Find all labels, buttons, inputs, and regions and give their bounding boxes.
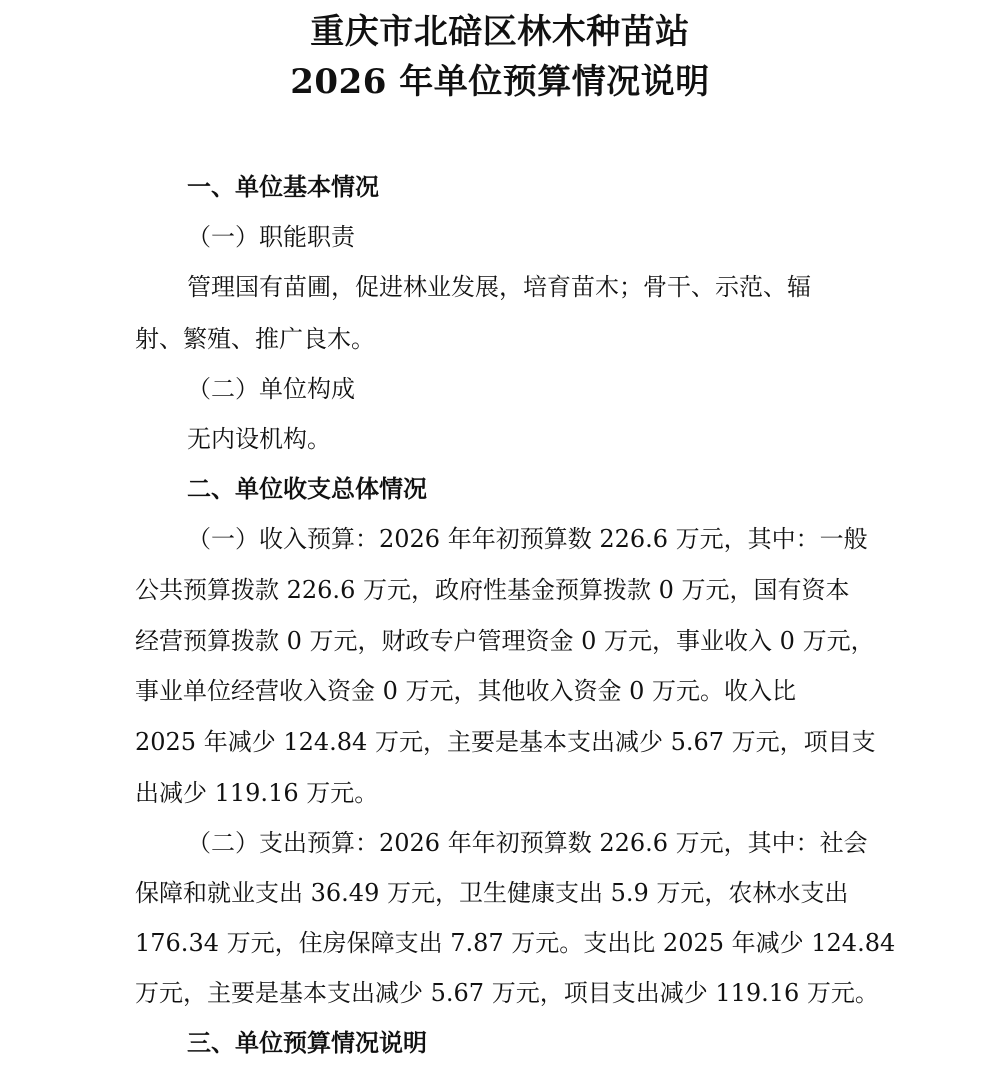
section-2-expense-text-1: 2026 年年初预算数 226.6 万元，其中：社会 xyxy=(379,829,868,857)
section-1-heading: 一、单位基本情况 xyxy=(187,172,379,201)
section-2-income-label: （一）收入预算： xyxy=(187,525,379,553)
document-title-line2: 2026 年单位预算情况说明 xyxy=(290,62,710,102)
section-1-sub-1-heading: （一）职能职责 xyxy=(187,223,355,251)
section-2-income-line-4: 事业单位经营收入资金 0 万元，其他收入资金 0 万元。收入比 xyxy=(135,677,797,705)
section-1-sub-2-heading: （二）单位构成 xyxy=(187,375,355,403)
document-title-line1: 重庆市北碚区林木种苗站 xyxy=(310,12,690,52)
section-2-expense-line-4: 万元，主要是基本支出减少 5.67 万元，项目支出减少 119.16 万元。 xyxy=(135,979,879,1007)
section-2-expense-label: （二）支出预算： xyxy=(187,829,379,857)
section-2-heading: 二、单位收支总体情况 xyxy=(187,474,427,503)
section-1-sub-2-paragraph: 无内设机构。 xyxy=(187,425,331,453)
section-1-sub-1-paragraph-line-1: 管理国有苗圃，促进林业发展，培育苗木；骨干、示范、辐 xyxy=(187,273,811,301)
section-2-expense-line-2: 保障和就业支出 36.49 万元，卫生健康支出 5.9 万元，农林水支出 xyxy=(135,879,849,907)
section-2-income-line-5: 2025 年减少 124.84 万元，主要是基本支出减少 5.67 万元，项目支 xyxy=(135,728,876,756)
section-2-expense-line-3: 176.34 万元，住房保障支出 7.87 万元。支出比 2025 年减少 124.84 xyxy=(135,929,896,957)
section-2-expense-line-1 xyxy=(187,828,868,858)
section-2-income-line-2: 公共预算拨款 226.6 万元，政府性基金预算拨款 0 万元，国有资本 xyxy=(135,576,850,604)
section-1-sub-1-paragraph-line-2: 射、繁殖、推广良木。 xyxy=(135,325,375,353)
section-2-income-line-1 xyxy=(187,524,868,554)
section-2-income-line-6: 出减少 119.16 万元。 xyxy=(135,779,379,807)
section-2-income-text-1: 2026 年年初预算数 226.6 万元，其中：一般 xyxy=(379,525,868,553)
section-3-heading: 三、单位预算情况说明 xyxy=(187,1028,427,1057)
section-2-income-line-3: 经营预算拨款 0 万元，财政专户管理资金 0 万元，事业收入 0 万元， xyxy=(135,627,875,655)
